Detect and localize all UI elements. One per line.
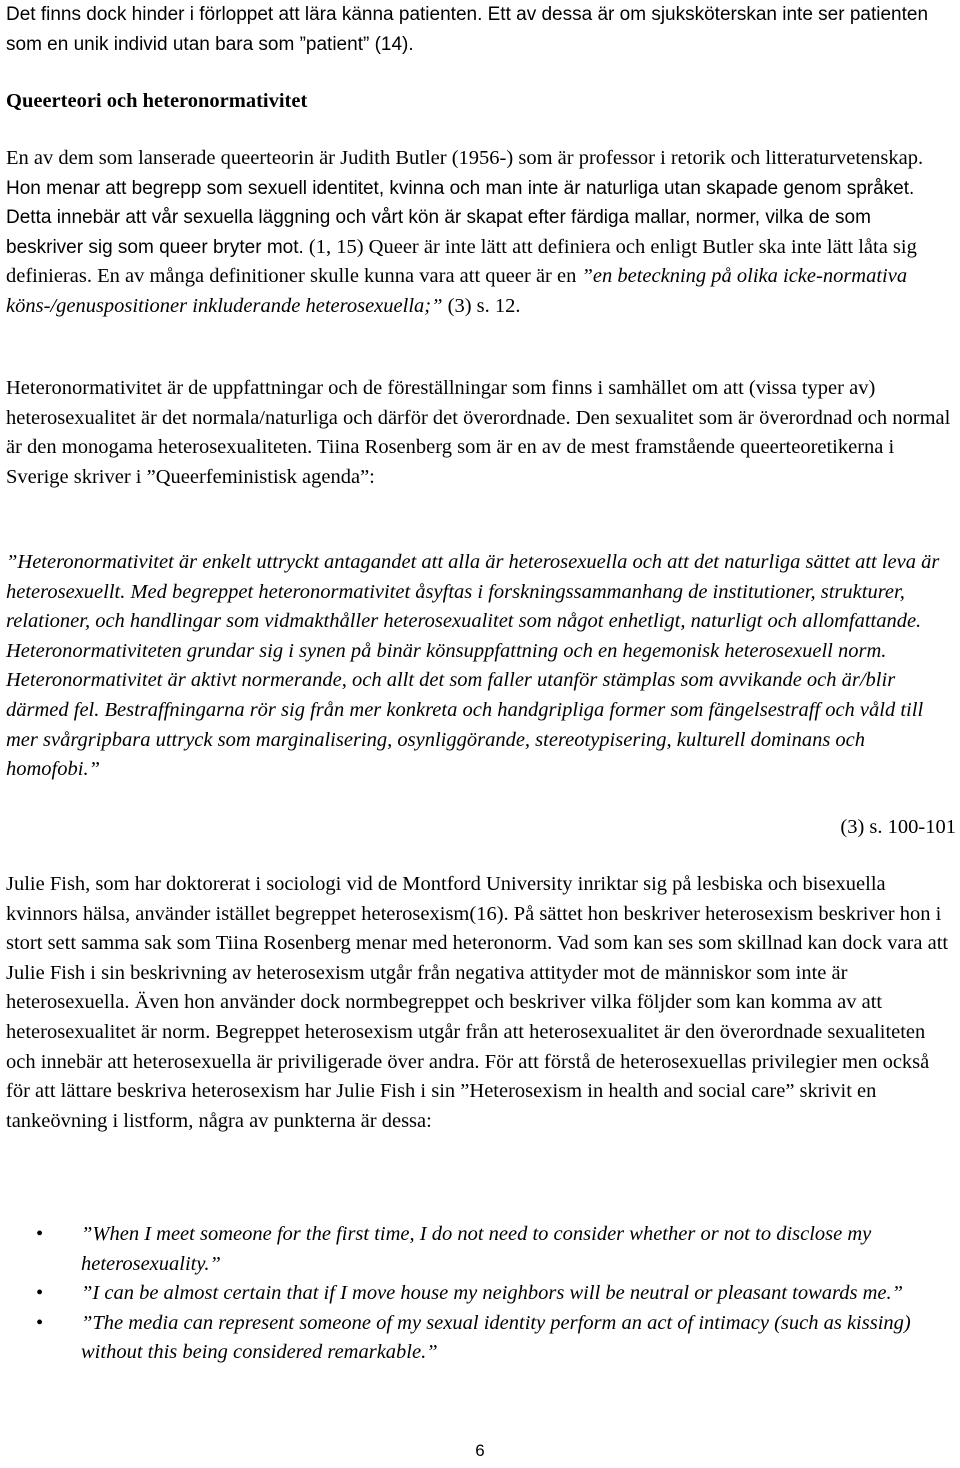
list-item-text: ”I can be almost certain that if I move house my neighbors will be neutral or pleasant towards me.”: [81, 1282, 904, 1305]
section-heading: Queerteori och heteronormativitet: [6, 90, 308, 112]
butler-text-b: Hon menar att begrepp som sexuell identitet, kvinna och man inte är naturliga utan skapade genom språket.: [6, 177, 915, 199]
intro-text: Det finns dock hinder i förloppet att lära känna patienten. Ett av dessa är om sjuksköterskan inte ser patienten som en unik individ utan bara som ”patient” (14).: [6, 4, 929, 55]
bullet-icon: •: [36, 1223, 44, 1245]
quote-citation: (3) s. 100-101: [840, 816, 956, 838]
list-item: [6, 1279, 951, 1309]
butler-text-c: Detta innebär att vår sexuella läggning och vårt kön är skapat efter färdiga mallar, normer, vilka de som beskriver sig som queer bryter mot.: [6, 207, 871, 258]
list-item: [6, 1220, 951, 1279]
queer-definition-quote: ”en beteckning på olika icke-normativa köns-/genuspositioner inkluderande heterosexuella;”: [6, 265, 908, 317]
bullet-icon: •: [36, 1311, 44, 1334]
heteronormativity-paragraph: Heteronormativitet är de uppfattningar och de föreställningar som finns i samhället om att (vissa typer av) heterosexualitet är det normala/naturliga och därför det överordnade. Den sexualitet som är överordnad och normal är den monogama heterosexualiteten. Tiina Rosenberg som är en av de mest framstående queerteoretikerna i Sverige skriver i ”Queerfeministisk agenda”:: [6, 377, 951, 488]
butler-citation: (3) s. 12.: [447, 294, 521, 317]
intro-paragraph: [6, 0, 946, 59]
list-item: [6, 1309, 951, 1368]
list-item-text: ”The media can represent someone of my sexual identity perform an act of intimacy (such as kissing) without this being considered remarkable.”: [81, 1311, 911, 1364]
rosenberg-quote: ”Heteronormativitet är enkelt uttryckt antagandet att alla är heterosexuella och att det naturliga sättet att leva är heterosexuellt. Med begreppet heteronormativitet åsyftas i forskningssammanhang de institutioner, strukturer, relationer, och handlingar som vidmakthåller heterosexualitet som något enhetligt, naturligt och allomfattande. Heteronormativiteten grundar sig i synen på binär könsuppfattning och en hegemonisk heterosexuell norm. Heteronormativitet är aktivt normerande, och allt det som faller utanför stämplas som avvikande och är/blir därmed fel. Bestraffningarna rör sig från mer konkreta och handgripliga former som fängelsestraff och våld till mer svårgripbara uttryck som marginalisering, osynliggörande, stereotypisering, kulturell dominans och homofobi.”: [6, 551, 940, 781]
privilege-list: [6, 1220, 951, 1368]
fish-paragraph: Julie Fish, som har doktorerat i sociologi vid de Montford University inriktar sig på lesbiska och bisexuella kvinnors hälsa, använder istället begreppet heterosexism(16). På sättet hon beskriver heterosexism beskriver hon i stort sett samma sak som Tiina Rosenberg menar med heteronorm. Vad som kan ses som skillnad kan dock vara att Julie Fish i sin beskrivning av heterosexism utgår från negativa attityder mot de människor som inte är heterosexuella. Även hon använder dock normbegreppet och beskriver vilka följder som kan komma av att heterosexualitet är norm. Begreppet heterosexism utgår från att heterosexualitet är den överordnade sexualiteten och innebär att heterosexuella är priviligerade över andra. För att förstå de heterosexuellas privilegier men också för att lättare beskriva heterosexism har Julie Fish i sin ”Heterosexism in health and social care” skrivit en tankeövning i listform, några av punkterna är dessa:: [6, 873, 949, 1132]
butler-text-a: En av dem som lanserade queerteorin är Judith Butler (1956-) som är professor i retorik och litteraturvetenskap.: [6, 147, 924, 169]
page-number: 6: [475, 1441, 485, 1460]
butler-text-d: (1, 15) Queer är inte lätt att definiera och enligt Butler ska inte lätt låta sig definieras. En av många definitioner skulle kunna vara att queer är en: [6, 235, 917, 288]
bullet-icon: •: [36, 1282, 44, 1305]
list-item-text: ”When I meet someone for the first time, I do not need to consider whether or not to disclose my heterosexuality.”: [81, 1223, 872, 1275]
butler-paragraph: [6, 144, 951, 322]
